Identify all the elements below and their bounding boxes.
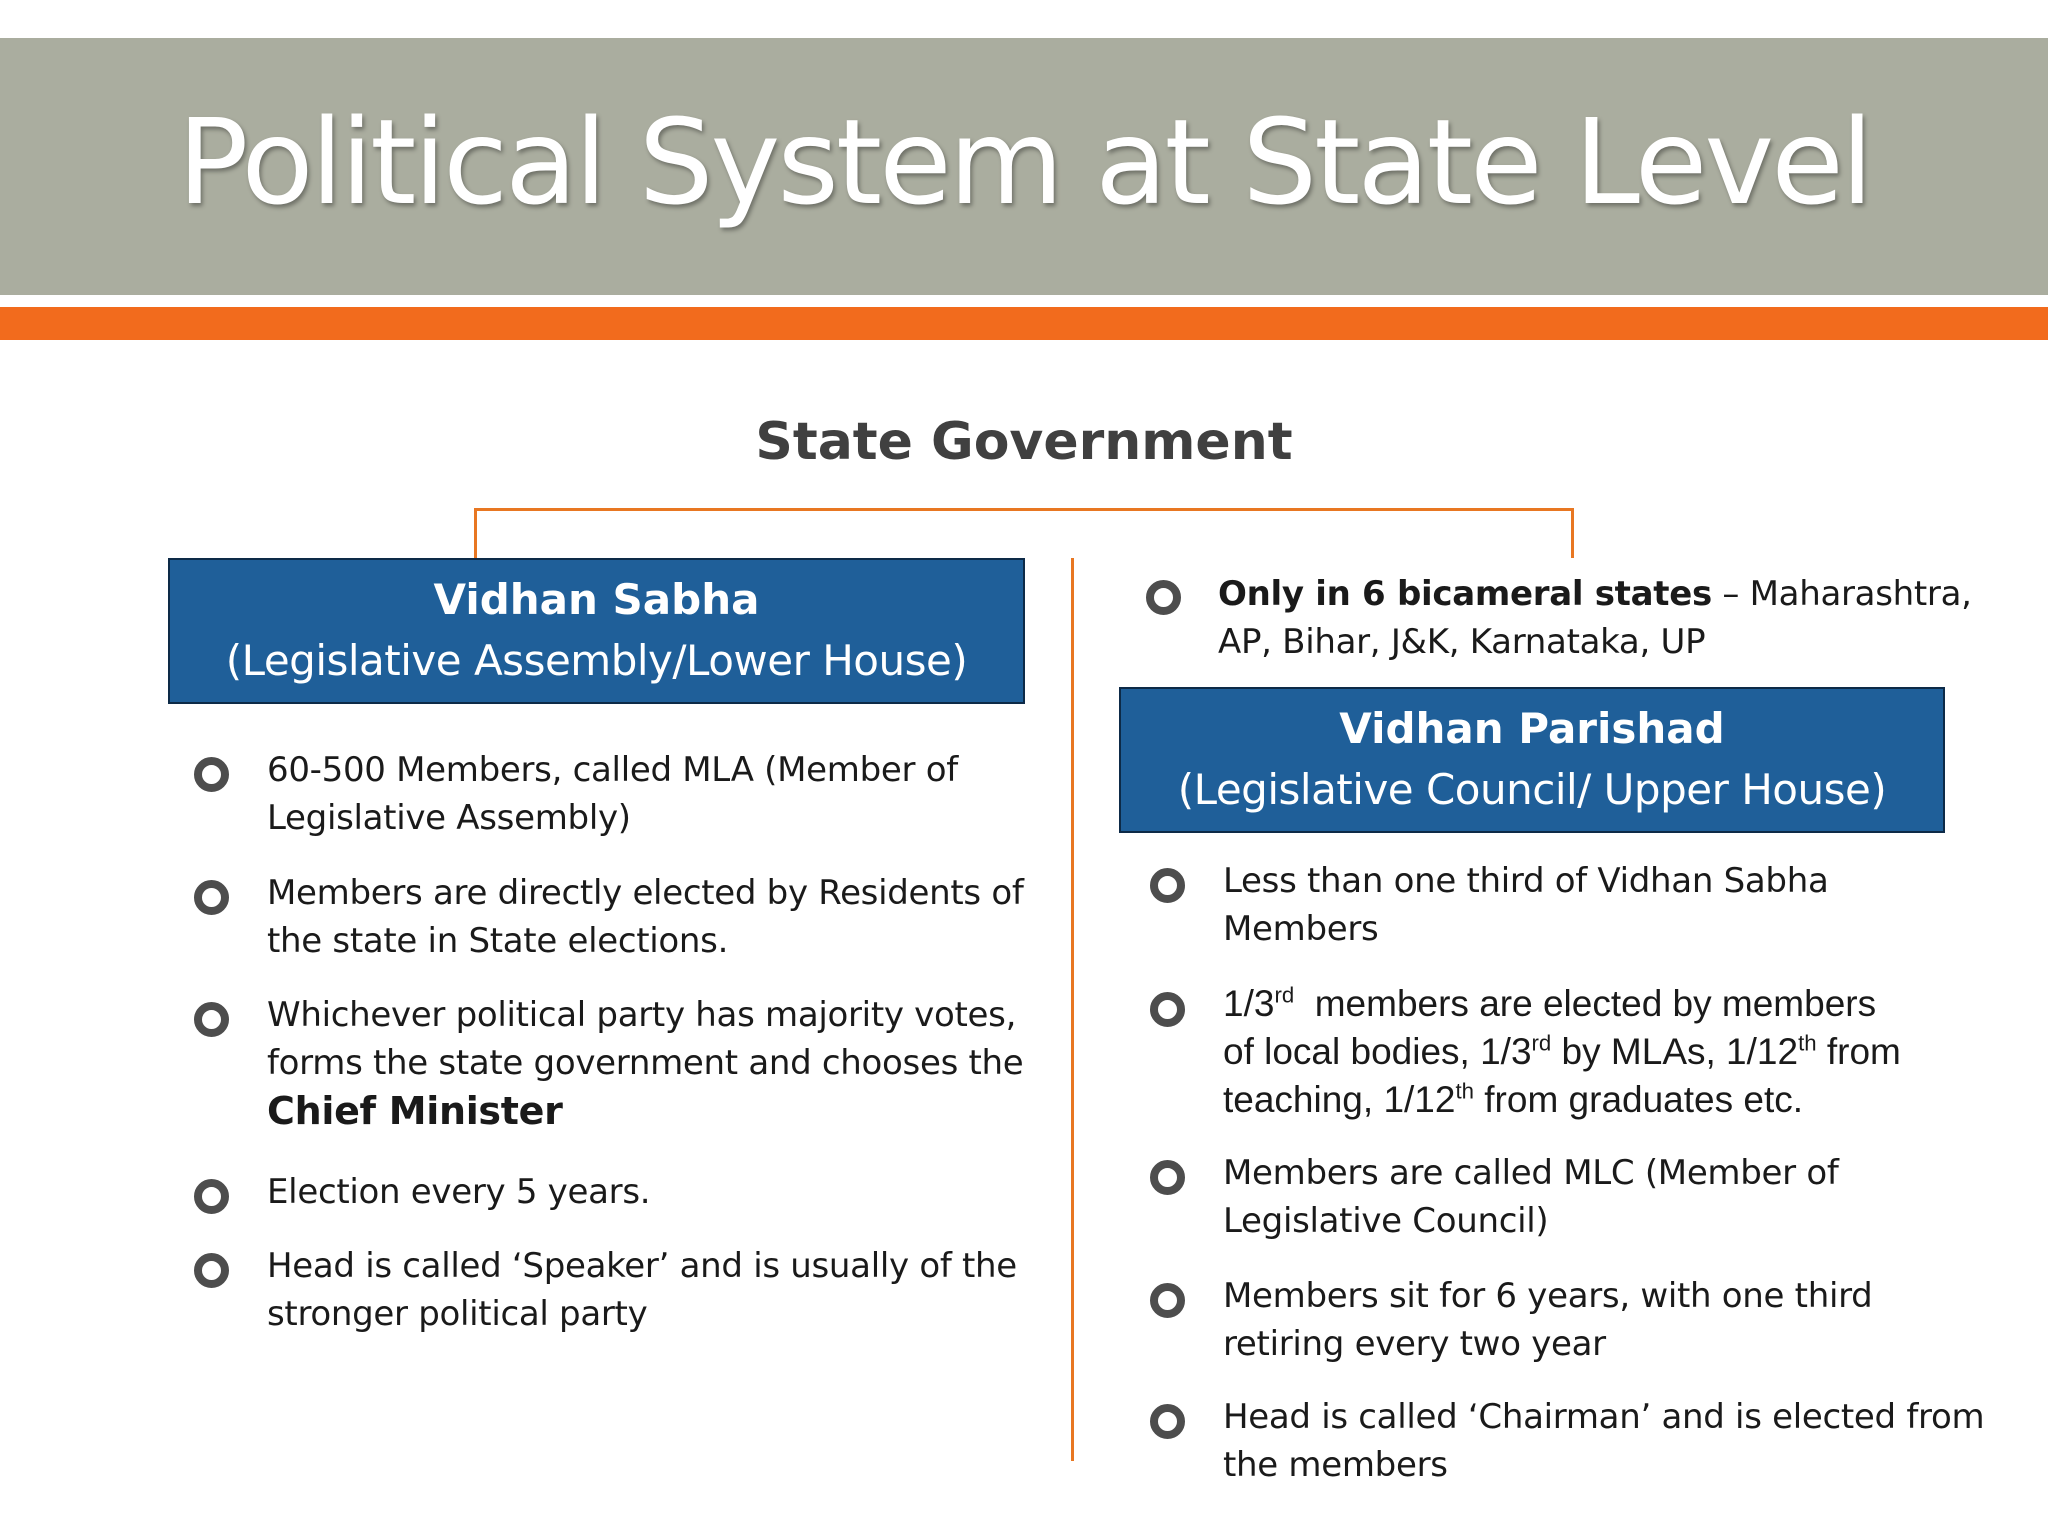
- bullet-icon: [1150, 1283, 1185, 1318]
- column-divider: [1071, 558, 1074, 1461]
- bullet-icon: [194, 757, 229, 792]
- list-item: Head is called ‘Chairman’ and is elected from the members: [1223, 1397, 1985, 1485]
- vidhan-parishad-box: [1119, 687, 1945, 833]
- slide-title: Political System at State Level: [177, 92, 1871, 231]
- list-item: Less than one third of Vidhan Sabha Members: [1223, 861, 1829, 949]
- vidhan-sabha-box: [168, 558, 1025, 704]
- list-item: Members sit for 6 years, with one third retiring every two year: [1223, 1276, 1873, 1364]
- bullet-icon: [194, 1179, 229, 1214]
- list-item: 60-500 Members, called MLA (Member of Legislative Assembly): [267, 750, 958, 838]
- bullet-icon: [1150, 1160, 1185, 1195]
- connector-left: [474, 508, 477, 558]
- list-item: Whichever political party has majority votes, forms the state government and chooses the Chief Minister: [267, 991, 1047, 1135]
- list-item: Members are called MLC (Member of Legislative Council): [1223, 1153, 1839, 1241]
- list-item: 1/3rd members are elected by members of local bodies, 1/3rd by MLAs, 1/12th from teaching, 1/12th from graduates etc.: [1223, 982, 1901, 1120]
- vidhan-sabha-title: Vidhan Sabha: [433, 575, 760, 624]
- bullet-icon: [1150, 992, 1185, 1027]
- bullet-icon: [1150, 868, 1185, 903]
- slide-subtitle: State Government: [755, 412, 1293, 472]
- connector-horizontal: [474, 508, 1574, 511]
- connector-right: [1571, 508, 1574, 558]
- bullet-icon: [194, 880, 229, 915]
- bicameral-intro: Only in 6 bicameral states – Maharashtra, AP, Bihar, J&K, Karnataka, UP: [1218, 574, 1972, 662]
- vidhan-parishad-title: Vidhan Parishad: [1339, 704, 1725, 753]
- list-item: Members are directly elected by Residents of the state in State elections.: [267, 873, 1024, 961]
- bullet-icon: [1150, 1404, 1185, 1439]
- chief-minister-label: Chief Minister: [267, 1089, 563, 1133]
- list-item: Head is called ‘Speaker’ and is usually of the stronger political party: [267, 1246, 1017, 1334]
- bullet-icon: [1146, 580, 1181, 615]
- accent-band: [0, 307, 2048, 340]
- vidhan-parishad-subtitle: (Legislative Council/ Upper House): [1177, 765, 1887, 814]
- bullet-icon: [194, 1253, 229, 1288]
- vidhan-sabha-subtitle: (Legislative Assembly/Lower House): [225, 636, 968, 685]
- list-item: Election every 5 years.: [267, 1172, 651, 1212]
- bullet-icon: [194, 1002, 229, 1037]
